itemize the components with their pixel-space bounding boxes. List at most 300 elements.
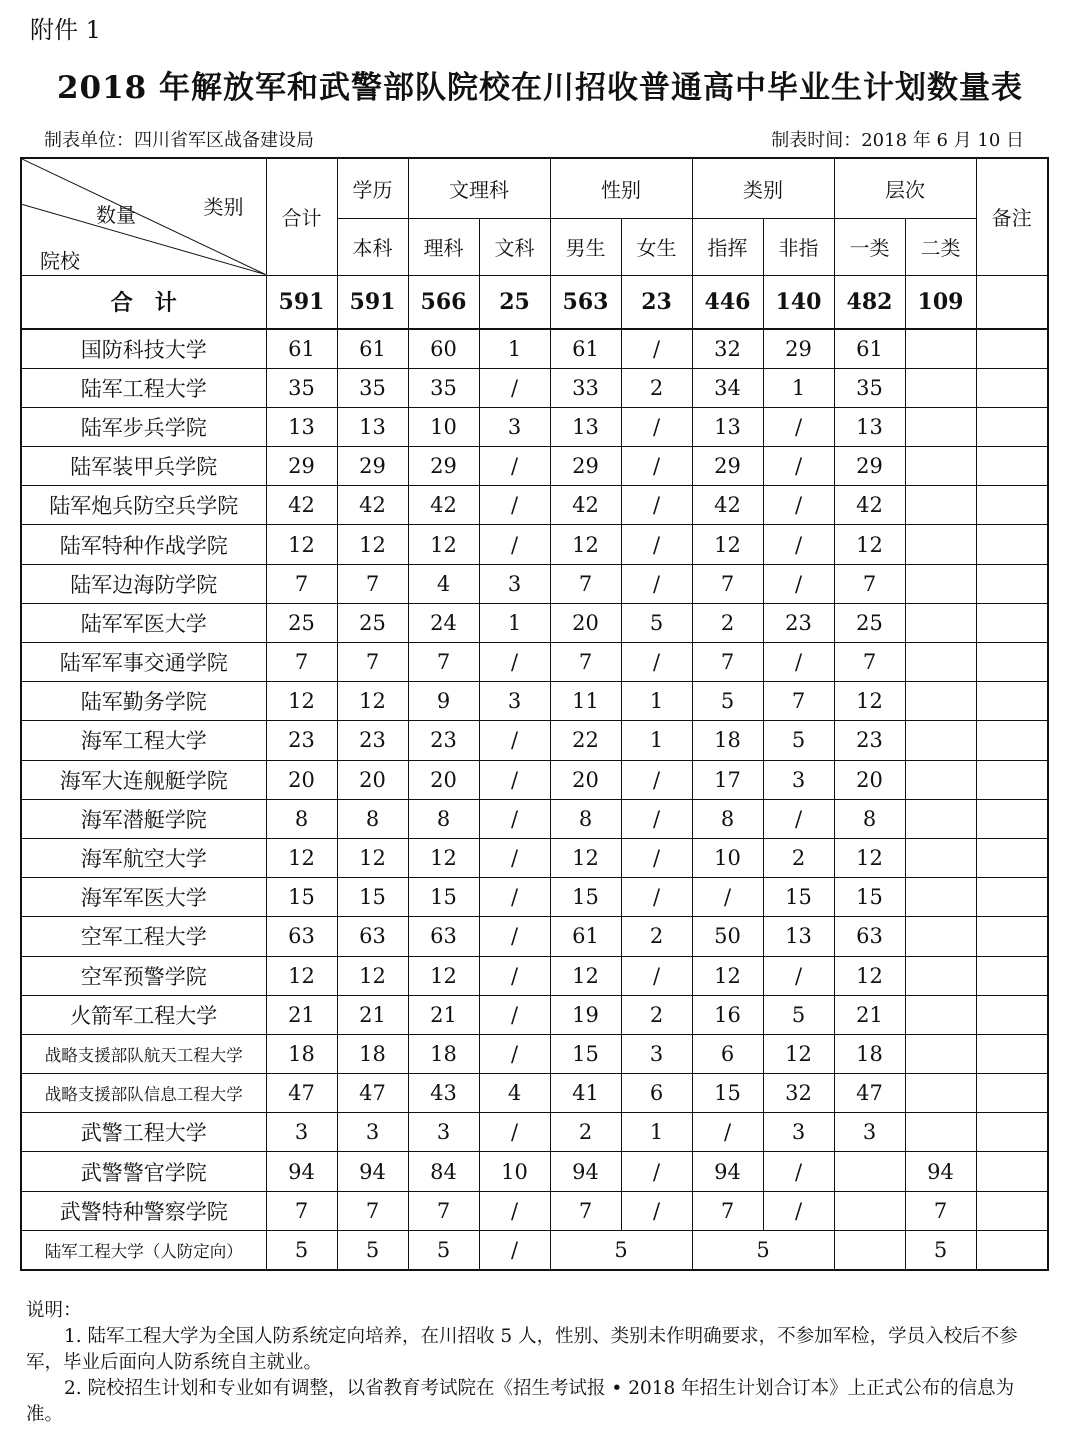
cell-total: 47 [266,1074,337,1113]
note-item-1: 1. 陆军工程大学为全国人防系统定向培养，在川招收 5 人，性别、类别未作明确要求，不参加军检，学员入校后不参军，毕业后面向人防系统自主就业。 [26,1326,1018,1373]
cell-level1: 3 [834,1113,905,1152]
header-gender: 性别 [550,158,692,218]
cell-female: / [621,878,692,917]
cell-undergrad: 20 [337,760,408,799]
cell-science: 21 [408,995,479,1034]
cell-command: 13 [692,407,763,446]
cell-liberal: / [479,525,550,564]
cell-undergrad: 94 [337,1152,408,1191]
make-date: 制表时间：2018 年 6 月 10 日 [771,130,1024,151]
totals-non-command: 140 [763,275,834,329]
cell-total: 5 [266,1230,337,1269]
cell-command: 8 [692,799,763,838]
cell-science: 15 [408,878,479,917]
cell-level2: 94 [905,1152,976,1191]
cell-level2 [905,799,976,838]
header-undergrad: 本科 [337,218,408,275]
cell-remark [976,760,1048,799]
cell-science: 12 [408,956,479,995]
totals-total: 591 [266,275,337,329]
cell-level1: 12 [834,956,905,995]
cell-male: 11 [550,682,621,721]
cell-science: 12 [408,525,479,564]
cell-science: 3 [408,1113,479,1152]
cell-level1: 12 [834,838,905,877]
cell-liberal: / [479,760,550,799]
cell-level2 [905,447,976,486]
cell-female: / [621,329,692,368]
table-row [21,1191,1048,1230]
cell-science: 29 [408,447,479,486]
cell-level1: 8 [834,799,905,838]
cell-science: 4 [408,564,479,603]
cell-liberal: / [479,486,550,525]
table-row [21,447,1048,486]
school-name-cell: 武警警官学院 [21,1152,266,1191]
table-row [21,1074,1048,1113]
cell-category-merged: 5 [692,1230,834,1269]
cell-male: 61 [550,329,621,368]
cell-total: 7 [266,564,337,603]
header-male: 男生 [550,218,621,275]
cell-command: 2 [692,603,763,642]
cell-non-command: 2 [763,838,834,877]
header-level2: 二类 [905,218,976,275]
cell-level2 [905,564,976,603]
cell-total: 3 [266,1113,337,1152]
table-row [21,525,1048,564]
cell-liberal: 10 [479,1152,550,1191]
cell-male: 22 [550,721,621,760]
cell-command: 5 [692,682,763,721]
corner-quantity-label: 数量 [96,203,136,227]
cell-undergrad: 8 [337,799,408,838]
school-name-cell: 战略支援部队信息工程大学 [21,1074,266,1113]
school-name-cell: 陆军军事交通学院 [21,643,266,682]
table-row [21,760,1048,799]
cell-level1: 15 [834,878,905,917]
cell-science: 7 [408,1191,479,1230]
cell-science: 7 [408,643,479,682]
cell-remark [976,721,1048,760]
cell-non-command: 29 [763,329,834,368]
totals-level2: 109 [905,275,976,329]
school-name-cell: 国防科技大学 [21,329,266,368]
cell-female: / [621,760,692,799]
note-item-2: 2. 院校招生计划和专业如有调整，以省教育考试院在《招生考试报 • 2018 年招生计划合订本》上正式公布的信息为准。 [26,1378,1015,1425]
cell-level2 [905,878,976,917]
cell-command: 10 [692,838,763,877]
cell-remark [976,1074,1048,1113]
school-name-cell: 武警工程大学 [21,1113,266,1152]
school-name-cell: 陆军步兵学院 [21,407,266,446]
cell-female: / [621,838,692,877]
cell-female: / [621,643,692,682]
cell-command: 50 [692,917,763,956]
cell-science: 24 [408,603,479,642]
cell-remark [976,603,1048,642]
cell-remark [976,329,1048,368]
cell-remark [976,956,1048,995]
totals-row [21,275,1048,329]
table-row [21,838,1048,877]
cell-level1: 25 [834,603,905,642]
cell-non-command: 32 [763,1074,834,1113]
cell-total: 20 [266,760,337,799]
cell-science: 20 [408,760,479,799]
cell-total: 42 [266,486,337,525]
cell-remark [976,682,1048,721]
cell-total: 29 [266,447,337,486]
cell-science: 60 [408,329,479,368]
cell-liberal: 3 [479,682,550,721]
cell-undergrad: 47 [337,1074,408,1113]
cell-undergrad: 12 [337,838,408,877]
cell-command: 34 [692,368,763,407]
totals-science: 566 [408,275,479,329]
cell-level2 [905,407,976,446]
cell-male: 2 [550,1113,621,1152]
cell-male: 41 [550,1074,621,1113]
cell-command: 6 [692,1034,763,1073]
school-name-cell: 空军预警学院 [21,956,266,995]
school-name-cell: 海军军医大学 [21,878,266,917]
cell-male: 29 [550,447,621,486]
cell-level1: 12 [834,682,905,721]
header-total: 合计 [266,158,337,275]
header-level: 层次 [834,158,976,218]
cell-liberal: 1 [479,603,550,642]
table-row [21,682,1048,721]
table-row [21,1034,1048,1073]
cell-undergrad: 35 [337,368,408,407]
table-row-civil-defense [21,1230,1048,1269]
cell-level2 [905,1034,976,1073]
cell-liberal: / [479,799,550,838]
table-row [21,564,1048,603]
cell-remark [976,525,1048,564]
cell-remark [976,799,1048,838]
cell-total: 12 [266,838,337,877]
totals-command: 446 [692,275,763,329]
cell-non-command: / [763,1152,834,1191]
cell-level2 [905,682,976,721]
cell-science: 9 [408,682,479,721]
school-name-cell: 陆军炮兵防空兵学院 [21,486,266,525]
cell-male: 15 [550,878,621,917]
table-row [21,643,1048,682]
cell-undergrad: 15 [337,878,408,917]
cell-female: / [621,799,692,838]
header-science: 理科 [408,218,479,275]
cell-undergrad: 23 [337,721,408,760]
cell-total: 25 [266,603,337,642]
cell-level2 [905,1074,976,1113]
table-row [21,917,1048,956]
cell-total: 7 [266,643,337,682]
cell-command: 12 [692,956,763,995]
cell-liberal: / [479,878,550,917]
cell-level2 [905,838,976,877]
header-category: 类别 [692,158,834,218]
cell-female: / [621,525,692,564]
school-name-cell: 海军航空大学 [21,838,266,877]
cell-female: / [621,486,692,525]
totals-remark [976,275,1048,329]
header-stream: 文理科 [408,158,550,218]
cell-undergrad: 29 [337,447,408,486]
cell-science: 84 [408,1152,479,1191]
cell-total: 8 [266,799,337,838]
cell-science: 5 [408,1230,479,1269]
cell-level1: 47 [834,1074,905,1113]
cell-non-command: 1 [763,368,834,407]
cell-command: 7 [692,643,763,682]
notes-heading: 说明： [26,1300,82,1321]
table-row [21,1113,1048,1152]
cell-undergrad: 7 [337,564,408,603]
school-name-cell: 陆军工程大学 [21,368,266,407]
totals-label: 合 计 [21,275,266,329]
cell-science: 35 [408,368,479,407]
cell-level1: 29 [834,447,905,486]
cell-non-command: 23 [763,603,834,642]
cell-total: 23 [266,721,337,760]
cell-female: 2 [621,368,692,407]
cell-undergrad: 25 [337,603,408,642]
cell-non-command: 12 [763,1034,834,1073]
cell-command: 17 [692,760,763,799]
cell-undergrad: 12 [337,682,408,721]
cell-level2 [905,721,976,760]
table-row [21,878,1048,917]
cell-level1: 21 [834,995,905,1034]
cell-non-command: 7 [763,682,834,721]
table-row [21,995,1048,1034]
cell-remark [976,917,1048,956]
header-corner-cell [21,158,266,275]
school-name-cell: 陆军特种作战学院 [21,525,266,564]
cell-level1: 7 [834,564,905,603]
cell-liberal: / [479,447,550,486]
school-name-cell: 战略支援部队航天工程大学 [21,1034,266,1073]
header-level1: 一类 [834,218,905,275]
cell-male: 94 [550,1152,621,1191]
school-name-cell: 陆军工程大学（人防定向） [21,1230,266,1269]
cell-level2 [905,995,976,1034]
cell-total: 18 [266,1034,337,1073]
cell-female: 5 [621,603,692,642]
header-remark: 备注 [976,158,1048,275]
enrollment-plan-table [20,157,1049,1271]
cell-command: 12 [692,525,763,564]
cell-command: 16 [692,995,763,1034]
table-row [21,368,1048,407]
cell-total: 13 [266,407,337,446]
cell-female: / [621,447,692,486]
cell-remark [976,368,1048,407]
cell-undergrad: 63 [337,917,408,956]
school-name-cell: 陆军边海防学院 [21,564,266,603]
cell-undergrad: 21 [337,995,408,1034]
cell-female: 1 [621,682,692,721]
header-education: 学历 [337,158,408,218]
cell-total: 35 [266,368,337,407]
cell-female: 1 [621,721,692,760]
cell-remark [976,564,1048,603]
cell-male: 61 [550,917,621,956]
cell-remark [976,643,1048,682]
cell-female: 1 [621,1113,692,1152]
cell-level1: 13 [834,407,905,446]
cell-total: 21 [266,995,337,1034]
cell-level1: 12 [834,525,905,564]
cell-level2 [905,486,976,525]
table-row [21,486,1048,525]
cell-level2 [905,956,976,995]
cell-female: / [621,1152,692,1191]
totals-female: 23 [621,275,692,329]
cell-undergrad: 42 [337,486,408,525]
cell-level1 [834,1230,905,1269]
cell-female: / [621,564,692,603]
table-row [21,1152,1048,1191]
cell-female: 2 [621,995,692,1034]
cell-non-command: 13 [763,917,834,956]
cell-command: 29 [692,447,763,486]
cell-remark [976,995,1048,1034]
cell-command: 42 [692,486,763,525]
cell-command: / [692,1113,763,1152]
cell-non-command: 3 [763,760,834,799]
header-liberal: 文科 [479,218,550,275]
cell-male: 42 [550,486,621,525]
cell-command: 7 [692,564,763,603]
school-name-cell: 空军工程大学 [21,917,266,956]
cell-female: 2 [621,917,692,956]
cell-female: / [621,407,692,446]
maker-unit: 制表单位：四川省军区战备建设局 [44,130,314,151]
cell-non-command: 15 [763,878,834,917]
table-row [21,799,1048,838]
cell-remark [976,1113,1048,1152]
cell-science: 43 [408,1074,479,1113]
cell-liberal: / [479,995,550,1034]
cell-liberal: / [479,1230,550,1269]
cell-remark [976,1230,1048,1269]
cell-female: 3 [621,1034,692,1073]
cell-undergrad: 61 [337,329,408,368]
cell-male: 7 [550,1191,621,1230]
cell-level2 [905,1113,976,1152]
cell-level2: 5 [905,1230,976,1269]
cell-command: 7 [692,1191,763,1230]
cell-undergrad: 12 [337,525,408,564]
cell-remark [976,1191,1048,1230]
cell-undergrad: 12 [337,956,408,995]
cell-liberal: 4 [479,1074,550,1113]
cell-command: / [692,878,763,917]
cell-liberal: / [479,1034,550,1073]
school-name-cell: 火箭军工程大学 [21,995,266,1034]
cell-level1: 42 [834,486,905,525]
cell-non-command: 3 [763,1113,834,1152]
cell-command: 18 [692,721,763,760]
totals-undergrad: 591 [337,275,408,329]
cell-level2 [905,643,976,682]
notes-section [26,1298,1046,1428]
cell-remark [976,1034,1048,1073]
cell-undergrad: 18 [337,1034,408,1073]
cell-total: 7 [266,1191,337,1230]
school-name-cell: 海军大连舰艇学院 [21,760,266,799]
cell-command: 15 [692,1074,763,1113]
cell-liberal: 3 [479,564,550,603]
cell-remark [976,838,1048,877]
cell-remark [976,486,1048,525]
totals-level1: 482 [834,275,905,329]
cell-level2 [905,368,976,407]
cell-non-command: / [763,486,834,525]
cell-total: 12 [266,956,337,995]
cell-non-command: / [763,564,834,603]
cell-non-command: / [763,525,834,564]
document-title: 2018 年解放军和武警部队院校在川招收普通高中毕业生计划数量表 [56,70,1024,106]
cell-liberal: / [479,956,550,995]
school-name-cell: 陆军装甲兵学院 [21,447,266,486]
cell-undergrad: 7 [337,1191,408,1230]
table-row [21,721,1048,760]
cell-undergrad: 13 [337,407,408,446]
cell-liberal: / [479,368,550,407]
cell-total: 94 [266,1152,337,1191]
school-name-cell: 武警特种警察学院 [21,1191,266,1230]
cell-science: 18 [408,1034,479,1073]
school-name-cell: 海军工程大学 [21,721,266,760]
cell-undergrad: 7 [337,643,408,682]
cell-liberal: 3 [479,407,550,446]
cell-male: 7 [550,643,621,682]
cell-level2 [905,525,976,564]
cell-male: 12 [550,525,621,564]
cell-science: 10 [408,407,479,446]
cell-level1 [834,1191,905,1230]
header-non-command: 非指 [763,218,834,275]
cell-level1: 23 [834,721,905,760]
cell-non-command: / [763,956,834,995]
cell-remark [976,447,1048,486]
cell-level2 [905,329,976,368]
school-name-cell: 海军潜艇学院 [21,799,266,838]
cell-liberal: / [479,643,550,682]
cell-level1: 20 [834,760,905,799]
cell-male: 15 [550,1034,621,1073]
cell-science: 12 [408,838,479,877]
cell-non-command: / [763,643,834,682]
cell-command: 94 [692,1152,763,1191]
cell-liberal: / [479,917,550,956]
cell-male: 20 [550,603,621,642]
cell-remark [976,407,1048,446]
cell-science: 63 [408,917,479,956]
cell-male: 13 [550,407,621,446]
cell-liberal: / [479,838,550,877]
cell-male: 20 [550,760,621,799]
cell-remark [976,878,1048,917]
cell-level2 [905,760,976,799]
header-command: 指挥 [692,218,763,275]
cell-level1: 7 [834,643,905,682]
